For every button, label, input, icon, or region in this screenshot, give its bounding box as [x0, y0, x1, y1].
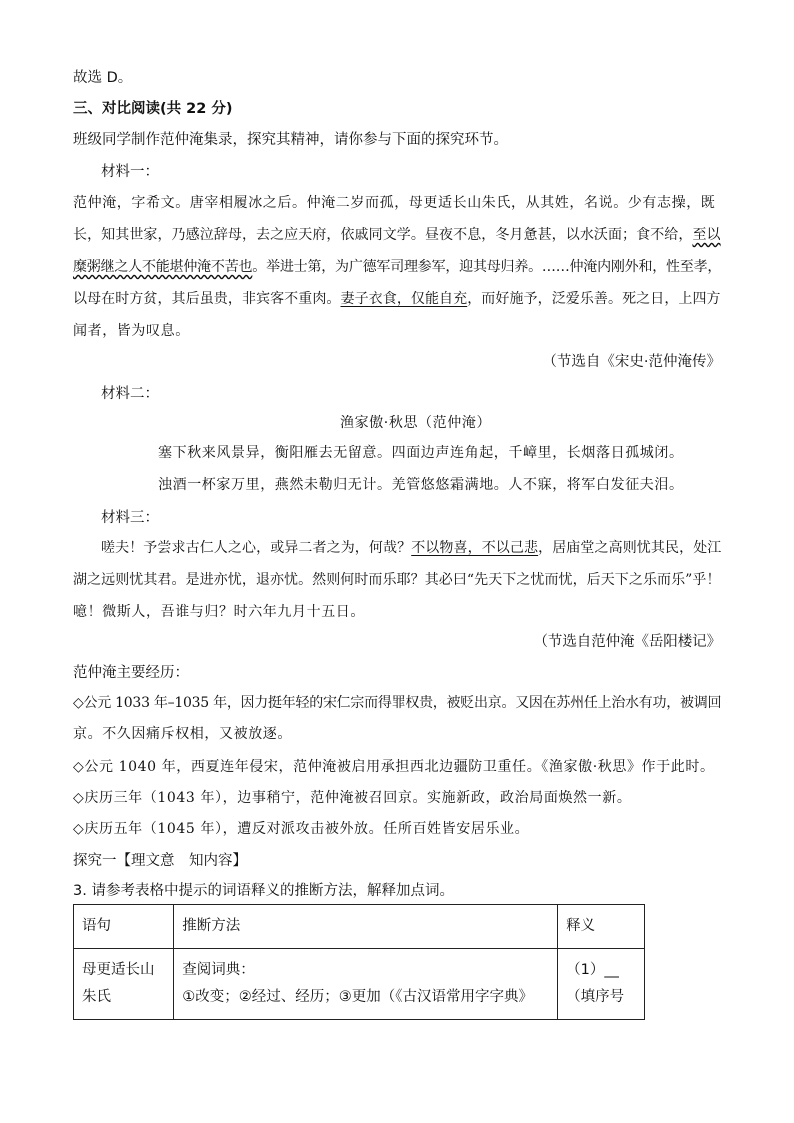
section-intro: 班级同学制作范仲淹集录，探究其精神，请你参与下面的探究环节。 [73, 132, 508, 148]
wavy-underlined-sentence: 糜粥继之人不能堪仲淹不苦也 [73, 259, 253, 275]
table-header: 推断方法 [174, 905, 558, 949]
previous-answer-line: 故选 D。 [73, 70, 133, 86]
underlined-phrase: 妻子衣食，仅能自充 [340, 291, 468, 307]
section-title: 三、对比阅读(共 22 分) [73, 101, 233, 117]
table-header: 释义 [558, 905, 645, 949]
wavy-underlined-phrase: 至以 [692, 227, 721, 243]
answer-blank[interactable]: （1）__ [566, 962, 619, 978]
question-3: 3. 请参考表格中提示的词语释义的推断方法，解释加点词。 [73, 883, 454, 899]
material-1-source: （节选自《宋史·范仲淹传》 [542, 354, 721, 370]
material-2-label: 材料二： [101, 386, 159, 402]
table-header: 语句 [74, 905, 174, 949]
table-cell-answer: （1）__ （填序号 [558, 949, 645, 1020]
poem-line-1: 塞下秋来风景异，衡阳雁去无留意。四面边声连角起，千嶂里，长烟落日孤城闭。 [158, 445, 684, 461]
underlined-phrase: 不以物喜，不以己悲 [411, 540, 539, 556]
poem-line-2: 浊酒一杯家万里，燕然未勒归无计。羌管悠悠霜满地。人不寐，将军白发征夫泪。 [158, 477, 684, 493]
material-1-line-4: 以母在时方贫，其后虽贵，非宾客不重肉。妻子衣食，仅能自充，而好施予，泛爱乐善。死之日，上四方 [73, 291, 721, 307]
table-header-row [74, 905, 645, 949]
material-3-label: 材料三： [101, 510, 159, 526]
table-cell-method: 查阅词典： ①改变；②经过、经历；③更加（《古汉语常用字字典》 [174, 949, 558, 1020]
material-1-line-1: 范仲淹，字希文。唐宰相履冰之后。仲淹二岁而孤，母更适长山朱氏，从其姓，名说。少有志操，既 [73, 195, 716, 211]
table-row [74, 949, 645, 1020]
material-1-line-2: 长，知其世家，乃感泣辞母，去之应天府，依戚同文学。昼夜不息，冬月惫甚，以水沃面；食不给，至以 [73, 227, 721, 243]
explore-heading: 探究一【理文意 知内容】 [73, 853, 247, 869]
experience-title: 范仲淹主要经历： [73, 665, 189, 681]
material-3-line-1: 嗟夫！予尝求古仁人之心，或异二者之为，何哉？不以物喜，不以己悲，居庙堂之高则忧其民，处江 [101, 540, 722, 556]
material-1-label: 材料一： [101, 164, 159, 180]
table-cell-sentence: 母更适长山朱氏 [74, 949, 174, 1020]
poem-title: 渔家傲·秋思（范仲淹） [340, 415, 492, 431]
experience-item-1: ◇公元 1033 年–1035 年，因力挺年轻的宋仁宗而得罪权贵，被贬出京。又因在苏州任上治水有功，被调回 [73, 695, 722, 711]
definition-table [73, 904, 645, 1020]
material-1-line-5: 闻者，皆为叹息。 [73, 323, 190, 339]
experience-item-4: ◇庆历五年（1045 年），遭反对派攻击被外放。任所百姓皆安居乐业。 [73, 821, 530, 837]
material-3-source: （节选自范仲淹《岳阳楼记》 [533, 634, 721, 650]
material-3-line-3: 噫！微斯人，吾谁与归？时六年九月十五日。 [73, 604, 365, 620]
experience-item-2: ◇公元 1040 年，西夏连年侵宋，范仲淹被启用承担西北边疆防卫重任。《渔家傲·秋思》作于此时。 [73, 759, 715, 775]
experience-item-3: ◇庆历三年（1043 年），边事稍宁，范仲淹被召回京。实施新政，政治局面焕然一新。 [73, 790, 632, 806]
material-1-line-3: 糜粥继之人不能堪仲淹不苦也。举进士第，为广德军司理参军，迎其母归养。……仲淹内刚外和，性至孝， [73, 259, 722, 275]
material-3-line-2: 湖之远则忧其君。是进亦忧，退亦忧。然则何时而乐耶？其必曰“先天下之忧而忧，后天下之乐而乐”乎！ [73, 572, 721, 588]
experience-item-1-cont: 京。不久因痛斥权相，又被放逐。 [73, 726, 292, 742]
